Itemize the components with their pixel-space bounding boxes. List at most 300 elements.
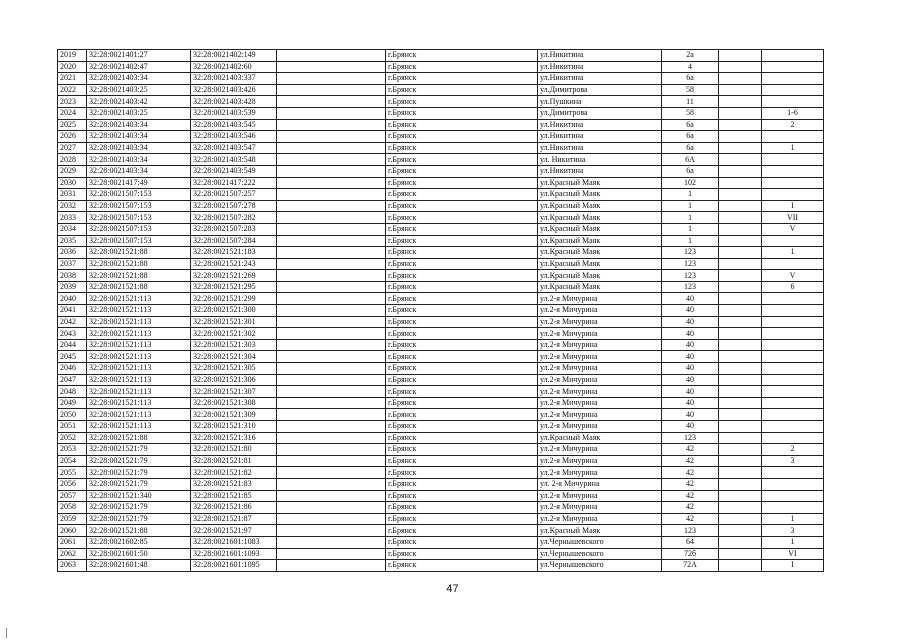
- cell-premises: [762, 177, 824, 189]
- cell-row-number: 2043: [58, 328, 87, 340]
- cell-house-number: 123: [662, 247, 719, 259]
- cell-land-cadastral-number: 32:28:0021521:113: [87, 386, 191, 398]
- cell-city: г.Брянск: [386, 200, 538, 212]
- cell-premises: 1: [762, 142, 824, 154]
- scan-edge-mark: [6, 628, 7, 638]
- cell-house-number: 1: [662, 189, 719, 201]
- cell-premises: [762, 478, 824, 490]
- cell-blank-column: [277, 455, 386, 467]
- page-number: 47: [446, 583, 459, 595]
- cell-object-cadastral-number: 32:28:0021521:243: [191, 258, 277, 270]
- cell-row-number: 2055: [58, 467, 87, 479]
- cell-object-cadastral-number: 32:28:0021521:309: [191, 409, 277, 421]
- cell-row-number: 2034: [58, 223, 87, 235]
- table-row: [58, 154, 824, 166]
- table-row: [58, 305, 824, 317]
- cell-house-number: 1: [662, 200, 719, 212]
- cell-blank-column: [277, 270, 386, 282]
- cell-object-cadastral-number: 32:28:0021403:546: [191, 131, 277, 143]
- cell-building: [719, 107, 762, 119]
- cell-row-number: 2021: [58, 73, 87, 85]
- cell-building: [719, 142, 762, 154]
- cell-object-cadastral-number: 32:28:0021521:86: [191, 502, 277, 514]
- cell-land-cadastral-number: 32:28:0021507:153: [87, 189, 191, 201]
- cell-blank-column: [277, 235, 386, 247]
- cell-object-cadastral-number: 32:28:0021521:295: [191, 281, 277, 293]
- cell-land-cadastral-number: 32:28:0021403:34: [87, 165, 191, 177]
- cell-house-number: 72А: [662, 560, 719, 572]
- cell-premises: [762, 351, 824, 363]
- cell-city: г.Брянск: [386, 467, 538, 479]
- cell-land-cadastral-number: 32:28:0021403:25: [87, 107, 191, 119]
- cell-house-number: 40: [662, 316, 719, 328]
- cell-row-number: 2035: [58, 235, 87, 247]
- cell-house-number: 6А: [662, 154, 719, 166]
- table-row: [58, 444, 824, 456]
- cell-row-number: 2057: [58, 490, 87, 502]
- cell-house-number: 123: [662, 270, 719, 282]
- cell-house-number: 40: [662, 386, 719, 398]
- cell-premises: [762, 293, 824, 305]
- cell-blank-column: [277, 293, 386, 305]
- cell-blank-column: [277, 467, 386, 479]
- registry-table: [57, 49, 824, 572]
- cell-premises: 1-6: [762, 107, 824, 119]
- table-row: [58, 61, 824, 73]
- table-row: [58, 467, 824, 479]
- cell-city: г.Брянск: [386, 131, 538, 143]
- cell-land-cadastral-number: 32:28:0021521:113: [87, 339, 191, 351]
- cell-row-number: 2045: [58, 351, 87, 363]
- cell-object-cadastral-number: 32:28:0021507:282: [191, 212, 277, 224]
- cell-land-cadastral-number: 32:28:0021521:79: [87, 502, 191, 514]
- table-row: [58, 316, 824, 328]
- table-row: [58, 548, 824, 560]
- cell-building: [719, 536, 762, 548]
- cell-house-number: 40: [662, 339, 719, 351]
- cell-house-number: 40: [662, 293, 719, 305]
- cell-city: г.Брянск: [386, 165, 538, 177]
- cell-city: г.Брянск: [386, 50, 538, 62]
- cell-land-cadastral-number: 32:28:0021521:113: [87, 421, 191, 433]
- table-row: [58, 386, 824, 398]
- cell-row-number: 2040: [58, 293, 87, 305]
- cell-house-number: 1: [662, 223, 719, 235]
- cell-building: [719, 455, 762, 467]
- cell-city: г.Брянск: [386, 258, 538, 270]
- cell-object-cadastral-number: 32:28:0021521:304: [191, 351, 277, 363]
- cell-object-cadastral-number: 32:28:0021507:284: [191, 235, 277, 247]
- cell-street: ул.2-я Мичурина: [538, 386, 662, 398]
- cell-premises: 3: [762, 455, 824, 467]
- cell-building: [719, 258, 762, 270]
- cell-blank-column: [277, 258, 386, 270]
- cell-city: г.Брянск: [386, 107, 538, 119]
- cell-blank-column: [277, 189, 386, 201]
- cell-blank-column: [277, 386, 386, 398]
- cell-street: ул.Никитина: [538, 165, 662, 177]
- cell-blank-column: [277, 165, 386, 177]
- cell-blank-column: [277, 478, 386, 490]
- cell-building: [719, 305, 762, 317]
- cell-house-number: 6а: [662, 142, 719, 154]
- cell-city: г.Брянск: [386, 560, 538, 572]
- cell-blank-column: [277, 107, 386, 119]
- cell-premises: [762, 165, 824, 177]
- cell-premises: VII: [762, 212, 824, 224]
- cell-row-number: 2049: [58, 397, 87, 409]
- cell-blank-column: [277, 328, 386, 340]
- cell-street: ул.Никитина: [538, 142, 662, 154]
- cell-object-cadastral-number: 32:28:0021601:1083: [191, 536, 277, 548]
- cell-row-number: 2024: [58, 107, 87, 119]
- cell-land-cadastral-number: 32:28:0021521:88: [87, 432, 191, 444]
- cell-land-cadastral-number: 32:28:0021521:113: [87, 351, 191, 363]
- cell-house-number: 40: [662, 305, 719, 317]
- cell-street: ул.2-я Мичурина: [538, 293, 662, 305]
- cell-land-cadastral-number: 32:28:0021521:88: [87, 247, 191, 259]
- cell-city: г.Брянск: [386, 61, 538, 73]
- cell-premises: V: [762, 270, 824, 282]
- table-row: [58, 421, 824, 433]
- table-row: [58, 478, 824, 490]
- table-row: [58, 536, 824, 548]
- cell-object-cadastral-number: 32:28:0021403:428: [191, 96, 277, 108]
- cell-city: г.Брянск: [386, 409, 538, 421]
- cell-street: ул.2-я Мичурина: [538, 328, 662, 340]
- cell-land-cadastral-number: 32:28:0021402:47: [87, 61, 191, 73]
- cell-city: г.Брянск: [386, 212, 538, 224]
- cell-city: г.Брянск: [386, 270, 538, 282]
- cell-land-cadastral-number: 32:28:0021403:34: [87, 119, 191, 131]
- cell-street: ул.2-я Мичурина: [538, 444, 662, 456]
- cell-street: ул.Димитрова: [538, 84, 662, 96]
- cell-street: ул.2-я Мичурина: [538, 513, 662, 525]
- cell-city: г.Брянск: [386, 339, 538, 351]
- cell-city: г.Брянск: [386, 73, 538, 85]
- cell-street: ул.Красный Маяк: [538, 177, 662, 189]
- cell-street: ул.Чернышевского: [538, 536, 662, 548]
- cell-house-number: 42: [662, 513, 719, 525]
- cell-row-number: 2036: [58, 247, 87, 259]
- cell-object-cadastral-number: 32:28:0021521:81: [191, 455, 277, 467]
- cell-building: [719, 50, 762, 62]
- cell-building: [719, 525, 762, 537]
- cell-building: [719, 548, 762, 560]
- cell-city: г.Брянск: [386, 444, 538, 456]
- cell-object-cadastral-number: 32:28:0021521:301: [191, 316, 277, 328]
- cell-house-number: 40: [662, 374, 719, 386]
- table-row: [58, 397, 824, 409]
- cell-blank-column: [277, 131, 386, 143]
- table-row: [58, 119, 824, 131]
- cell-land-cadastral-number: 32:28:0021521:79: [87, 513, 191, 525]
- cell-premises: [762, 189, 824, 201]
- table-row: [58, 455, 824, 467]
- cell-building: [719, 421, 762, 433]
- table-row: [58, 560, 824, 572]
- cell-object-cadastral-number: 32:28:0021403:426: [191, 84, 277, 96]
- table-row: [58, 212, 824, 224]
- cell-land-cadastral-number: 32:28:0021521:113: [87, 316, 191, 328]
- cell-blank-column: [277, 305, 386, 317]
- cell-row-number: 2019: [58, 50, 87, 62]
- cell-land-cadastral-number: 32:28:0021401:27: [87, 50, 191, 62]
- cell-object-cadastral-number: 32:28:0021403:545: [191, 119, 277, 131]
- cell-house-number: 42: [662, 455, 719, 467]
- cell-blank-column: [277, 421, 386, 433]
- cell-street: ул.Красный Маяк: [538, 258, 662, 270]
- table-row: [58, 490, 824, 502]
- cell-blank-column: [277, 374, 386, 386]
- cell-land-cadastral-number: 32:28:0021521:88: [87, 525, 191, 537]
- cell-city: г.Брянск: [386, 548, 538, 560]
- cell-building: [719, 131, 762, 143]
- cell-premises: [762, 84, 824, 96]
- cell-row-number: 2056: [58, 478, 87, 490]
- cell-house-number: 40: [662, 409, 719, 421]
- cell-house-number: 6а: [662, 165, 719, 177]
- cell-building: [719, 363, 762, 375]
- cell-house-number: 40: [662, 328, 719, 340]
- cell-object-cadastral-number: 32:28:0021521:82: [191, 467, 277, 479]
- cell-row-number: 2047: [58, 374, 87, 386]
- cell-house-number: 64: [662, 536, 719, 548]
- cell-row-number: 2058: [58, 502, 87, 514]
- table-row: [58, 200, 824, 212]
- cell-blank-column: [277, 502, 386, 514]
- cell-premises: [762, 61, 824, 73]
- cell-blank-column: [277, 84, 386, 96]
- table-row: [58, 374, 824, 386]
- cell-blank-column: [277, 50, 386, 62]
- cell-city: г.Брянск: [386, 142, 538, 154]
- cell-row-number: 2054: [58, 455, 87, 467]
- cell-row-number: 2020: [58, 61, 87, 73]
- cell-row-number: 2031: [58, 189, 87, 201]
- cell-land-cadastral-number: 32:28:0021521:113: [87, 397, 191, 409]
- cell-row-number: 2038: [58, 270, 87, 282]
- cell-row-number: 2042: [58, 316, 87, 328]
- cell-city: г.Брянск: [386, 374, 538, 386]
- table-row: [58, 525, 824, 537]
- cell-blank-column: [277, 73, 386, 85]
- cell-building: [719, 61, 762, 73]
- cell-row-number: 2037: [58, 258, 87, 270]
- table-row: [58, 351, 824, 363]
- cell-row-number: 2033: [58, 212, 87, 224]
- cell-premises: [762, 374, 824, 386]
- cell-house-number: 11: [662, 96, 719, 108]
- cell-street: ул.2-я Мичурина: [538, 502, 662, 514]
- cell-object-cadastral-number: 32:28:0021521:80: [191, 444, 277, 456]
- cell-blank-column: [277, 200, 386, 212]
- cell-premises: [762, 73, 824, 85]
- cell-premises: [762, 467, 824, 479]
- cell-premises: 2: [762, 119, 824, 131]
- cell-object-cadastral-number: 32:28:0021507:257: [191, 189, 277, 201]
- cell-city: г.Брянск: [386, 235, 538, 247]
- cell-object-cadastral-number: 32:28:0021403:547: [191, 142, 277, 154]
- cell-land-cadastral-number: 32:28:0021521:113: [87, 374, 191, 386]
- cell-land-cadastral-number: 32:28:0021521:340: [87, 490, 191, 502]
- cell-street: ул.Никитина: [538, 119, 662, 131]
- cell-land-cadastral-number: 32:28:0021417:49: [87, 177, 191, 189]
- cell-row-number: 2044: [58, 339, 87, 351]
- cell-city: г.Брянск: [386, 247, 538, 259]
- cell-object-cadastral-number: 32:28:0021521:306: [191, 374, 277, 386]
- cell-street: ул.2-я Мичурина: [538, 467, 662, 479]
- cell-house-number: 58: [662, 107, 719, 119]
- cell-blank-column: [277, 119, 386, 131]
- cell-blank-column: [277, 154, 386, 166]
- cell-premises: 6: [762, 281, 824, 293]
- cell-city: г.Брянск: [386, 189, 538, 201]
- cell-row-number: 2050: [58, 409, 87, 421]
- cell-city: г.Брянск: [386, 293, 538, 305]
- table-row: [58, 165, 824, 177]
- cell-premises: 1: [762, 513, 824, 525]
- cell-blank-column: [277, 548, 386, 560]
- cell-city: г.Брянск: [386, 363, 538, 375]
- cell-house-number: 6а: [662, 119, 719, 131]
- cell-street: ул.Красный Маяк: [538, 200, 662, 212]
- cell-object-cadastral-number: 32:28:0021521:303: [191, 339, 277, 351]
- cell-street: ул.Красный Маяк: [538, 189, 662, 201]
- cell-blank-column: [277, 432, 386, 444]
- cell-land-cadastral-number: 32:28:0021403:25: [87, 84, 191, 96]
- cell-object-cadastral-number: 32:28:0021403:539: [191, 107, 277, 119]
- cell-premises: [762, 386, 824, 398]
- cell-blank-column: [277, 513, 386, 525]
- cell-house-number: 102: [662, 177, 719, 189]
- cell-city: г.Брянск: [386, 513, 538, 525]
- cell-street: ул.2-я Мичурина: [538, 397, 662, 409]
- table-row: [58, 513, 824, 525]
- cell-building: [719, 478, 762, 490]
- cell-row-number: 2029: [58, 165, 87, 177]
- cell-street: ул.2-я Мичурина: [538, 455, 662, 467]
- cell-row-number: 2030: [58, 177, 87, 189]
- cell-premises: 2: [762, 444, 824, 456]
- cell-object-cadastral-number: 32:28:0021521:85: [191, 490, 277, 502]
- cell-land-cadastral-number: 32:28:0021507:153: [87, 212, 191, 224]
- cell-blank-column: [277, 177, 386, 189]
- cell-street: ул.2-я Мичурина: [538, 305, 662, 317]
- cell-land-cadastral-number: 32:28:0021521:79: [87, 455, 191, 467]
- cell-land-cadastral-number: 32:28:0021521:113: [87, 363, 191, 375]
- cell-house-number: 123: [662, 525, 719, 537]
- cell-row-number: 2023: [58, 96, 87, 108]
- cell-object-cadastral-number: 32:28:0021521:83: [191, 478, 277, 490]
- cell-building: [719, 351, 762, 363]
- cell-row-number: 2061: [58, 536, 87, 548]
- cell-land-cadastral-number: 32:28:0021403:34: [87, 131, 191, 143]
- cell-object-cadastral-number: 32:28:0021521:302: [191, 328, 277, 340]
- cell-premises: [762, 316, 824, 328]
- cell-building: [719, 247, 762, 259]
- cell-city: г.Брянск: [386, 154, 538, 166]
- cell-house-number: 42: [662, 502, 719, 514]
- cell-building: [719, 374, 762, 386]
- cell-blank-column: [277, 560, 386, 572]
- cell-land-cadastral-number: 32:28:0021521:113: [87, 409, 191, 421]
- cell-row-number: 2053: [58, 444, 87, 456]
- cell-object-cadastral-number: 32:28:0021521:310: [191, 421, 277, 433]
- cell-row-number: 2022: [58, 84, 87, 96]
- cell-house-number: 4: [662, 61, 719, 73]
- cell-blank-column: [277, 490, 386, 502]
- cell-row-number: 2039: [58, 281, 87, 293]
- cell-house-number: 42: [662, 467, 719, 479]
- cell-house-number: 6а: [662, 131, 719, 143]
- cell-building: [719, 212, 762, 224]
- cell-street: ул.2-я Мичурина: [538, 339, 662, 351]
- cell-building: [719, 444, 762, 456]
- cell-house-number: 2а: [662, 50, 719, 62]
- cell-land-cadastral-number: 32:28:0021403:34: [87, 73, 191, 85]
- cell-land-cadastral-number: 32:28:0021521:113: [87, 293, 191, 305]
- cell-premises: 1: [762, 247, 824, 259]
- cell-premises: [762, 339, 824, 351]
- cell-premises: [762, 363, 824, 375]
- cell-row-number: 2026: [58, 131, 87, 143]
- cell-city: г.Брянск: [386, 316, 538, 328]
- table-row: [58, 339, 824, 351]
- cell-land-cadastral-number: 32:28:0021507:153: [87, 223, 191, 235]
- cell-row-number: 2060: [58, 525, 87, 537]
- cell-street: ул.2-я Мичурина: [538, 351, 662, 363]
- cell-street: ул.Красный Маяк: [538, 525, 662, 537]
- cell-premises: V: [762, 223, 824, 235]
- cell-premises: [762, 305, 824, 317]
- cell-premises: [762, 50, 824, 62]
- cell-object-cadastral-number: 32:28:0021507:283: [191, 223, 277, 235]
- cell-building: [719, 467, 762, 479]
- cell-premises: [762, 490, 824, 502]
- cell-city: г.Брянск: [386, 119, 538, 131]
- cell-land-cadastral-number: 32:28:0021521:88: [87, 270, 191, 282]
- cell-house-number: 1: [662, 235, 719, 247]
- table-row: [58, 50, 824, 62]
- cell-city: г.Брянск: [386, 432, 538, 444]
- cell-street: ул. 2-я Мичурина: [538, 478, 662, 490]
- cell-blank-column: [277, 212, 386, 224]
- cell-city: г.Брянск: [386, 490, 538, 502]
- table-row: [58, 293, 824, 305]
- cell-row-number: 2052: [58, 432, 87, 444]
- cell-street: ул.Красный Маяк: [538, 281, 662, 293]
- cell-object-cadastral-number: 32:28:0021521:305: [191, 363, 277, 375]
- table-row: [58, 142, 824, 154]
- cell-row-number: 2046: [58, 363, 87, 375]
- cell-building: [719, 165, 762, 177]
- table-row: [58, 363, 824, 375]
- cell-building: [719, 316, 762, 328]
- cell-building: [719, 235, 762, 247]
- table-row: [58, 281, 824, 293]
- table-row: [58, 328, 824, 340]
- cell-city: г.Брянск: [386, 84, 538, 96]
- cell-city: г.Брянск: [386, 455, 538, 467]
- table-row: [58, 189, 824, 201]
- cell-land-cadastral-number: 32:28:0021403:42: [87, 96, 191, 108]
- cell-row-number: 2027: [58, 142, 87, 154]
- cell-street: ул.Никитина: [538, 73, 662, 85]
- cell-building: [719, 339, 762, 351]
- cell-premises: [762, 96, 824, 108]
- cell-blank-column: [277, 61, 386, 73]
